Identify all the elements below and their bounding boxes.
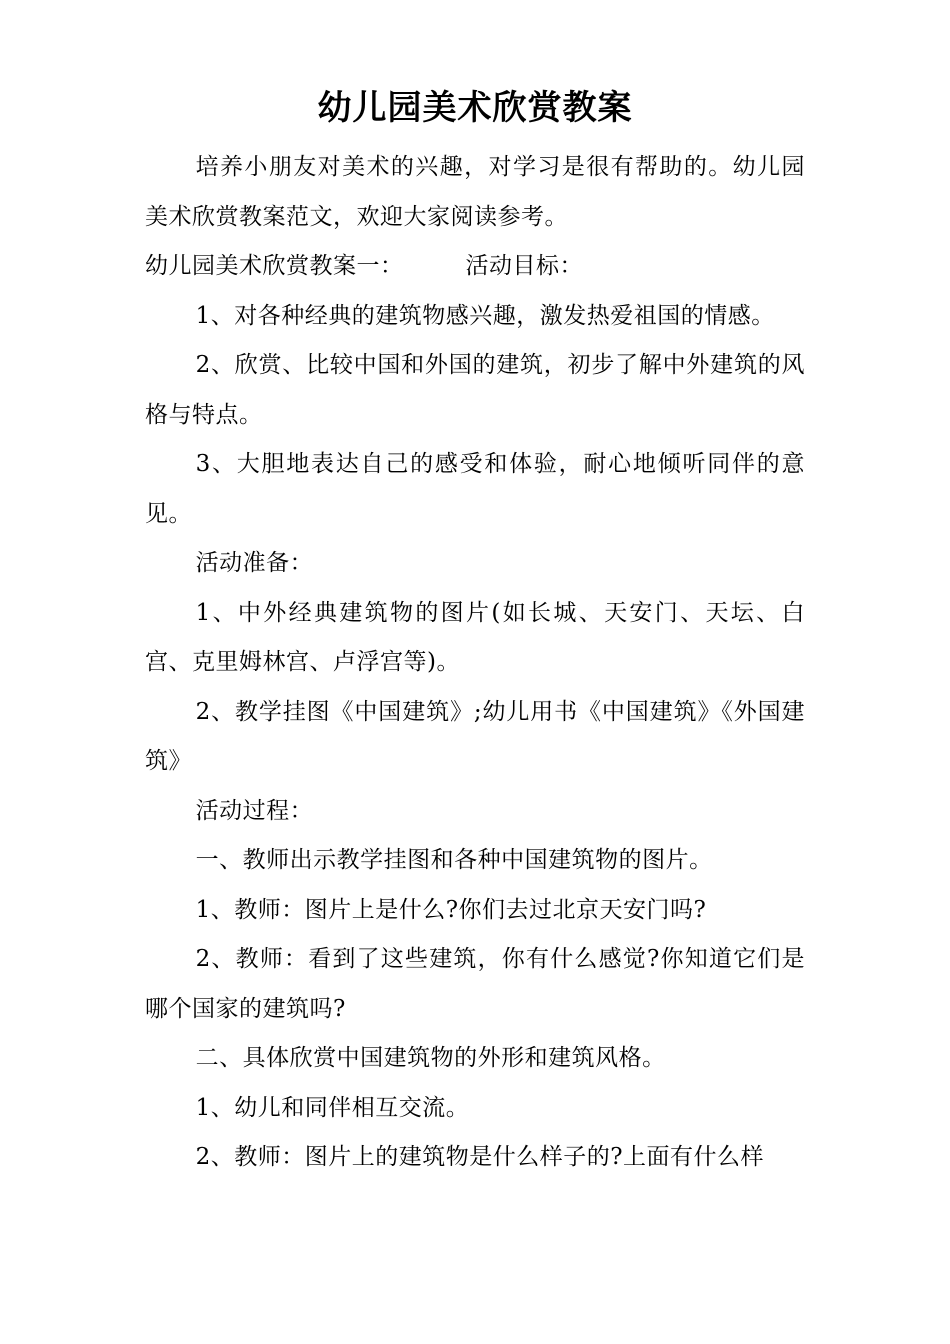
goal-item: 1、对各种经典的建筑物感兴趣，激发热爱祖国的情感。 (195, 302, 775, 329)
process-item: 1、教师：图片上是什么?你们去过北京天安门吗? (195, 896, 707, 923)
process-heading: 活动过程： (195, 797, 314, 824)
prep-heading: 活动准备： (195, 550, 314, 576)
process-item: 1、幼儿和同伴相互交流。 (195, 1094, 470, 1121)
document-title: 幼儿园美术欣赏教案 (317, 88, 633, 128)
prep-item: 1、中外经典建筑物的图片(如长城、天安门、天坛、白宫、克里姆林宫、卢浮宫等)。 (145, 599, 805, 675)
section-line (145, 242, 805, 292)
process-item: 一、教师出示教学挂图和各种中国建筑物的图片。 (195, 847, 713, 873)
process-item: 2、教师：看到了这些建筑，你有什么感觉?你知道它们是哪个国家的建筑吗? (145, 946, 805, 1022)
goal-item: 3、大胆地表达自己的感受和体验，耐心地倾听同伴的意见。 (145, 451, 805, 527)
goals-heading: 活动目标： (465, 253, 583, 279)
prep-item: 2、教学挂图《中国建筑》;幼儿用书《中国建筑》《外国建筑》 (145, 698, 805, 774)
document-body (145, 143, 805, 1183)
section-label: 幼儿园美术欣赏教案一： (145, 253, 404, 279)
goal-item: 2、欣赏、比较中国和外国的建筑，初步了解中外建筑的风格与特点。 (145, 352, 805, 428)
process-item: 2、教师：图片上的建筑物是什么样子的?上面有什么样 (195, 1144, 765, 1170)
intro-paragraph: 培养小朋友对美术的兴趣，对学习是很有帮助的。幼儿园美术欣赏教案范文，欢迎大家阅读参考。 (145, 154, 805, 230)
process-item: 二、具体欣赏中国建筑物的外形和建筑风格。 (195, 1045, 666, 1071)
